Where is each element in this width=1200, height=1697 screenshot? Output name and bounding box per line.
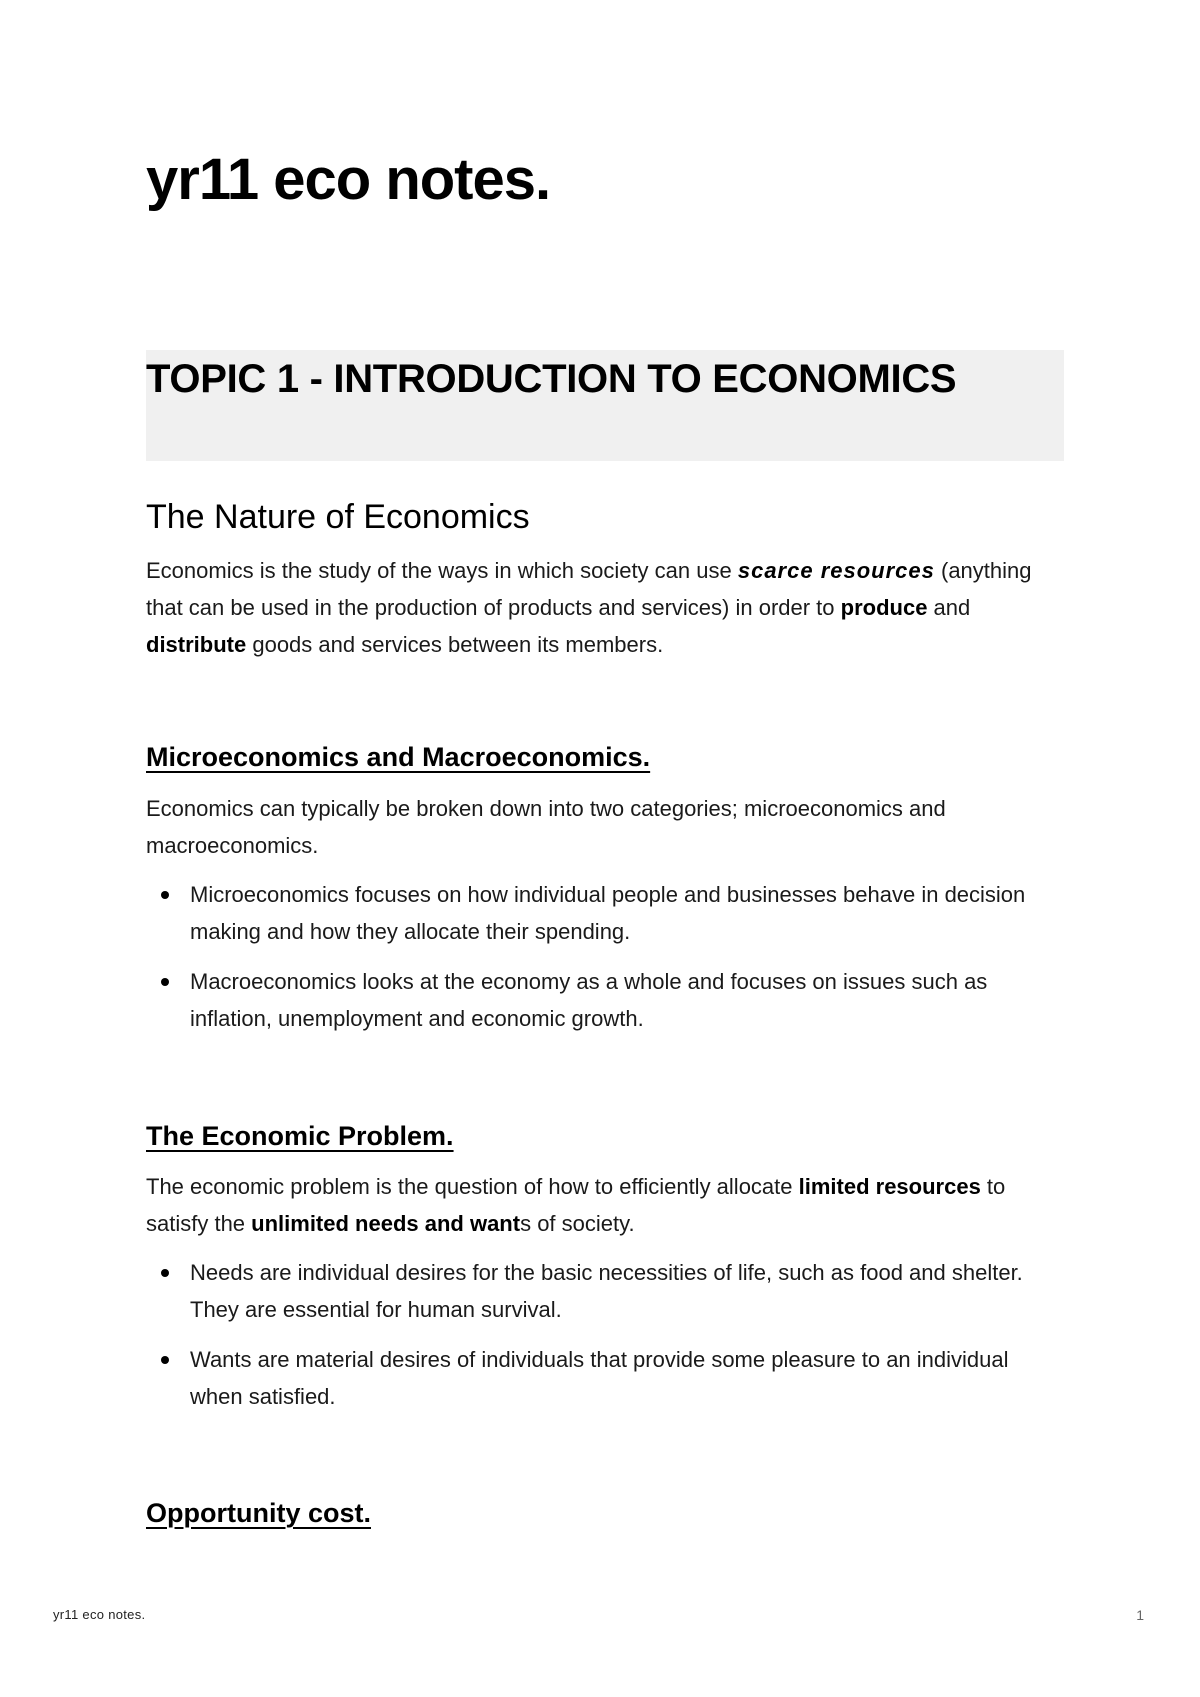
emphasis-produce: produce (840, 595, 928, 620)
document-title: yr11 eco notes. (146, 147, 551, 212)
text-run: to satisfy the (146, 1174, 1006, 1236)
list-item (146, 963, 1066, 1037)
bullet-icon (161, 1269, 169, 1277)
text-run: s of society. (520, 1211, 635, 1236)
micro-macro-intro: Economics can typically be broken down into two categories; microeconomics and macroeconomics. (146, 796, 946, 858)
text-run: goods and services between its members. (246, 632, 664, 657)
list-item (146, 1341, 1066, 1415)
emphasis-distribute: distribute (146, 632, 247, 657)
list-item-text: Needs are individual desires for the basic necessities of life, such as food and shelter. They are essential for human survival. (190, 1260, 1023, 1322)
section-heading-opportunity-cost: Opportunity cost. (146, 1498, 371, 1528)
list-item-text: Microeconomics focuses on how individual people and businesses behave in decision making and how they allocate their spending. (190, 882, 1026, 944)
section-heading-nature: The Nature of Economics (146, 498, 530, 536)
emphasis-unlimited-needs: unlimited needs and want (251, 1211, 521, 1236)
bullet-icon (161, 978, 169, 986)
text-run: and (927, 595, 971, 620)
bullet-icon (161, 1356, 169, 1364)
list-item (146, 1254, 1066, 1328)
list-item-text: Wants are material desires of individuals that provide some pleasure to an individual when satisfied. (190, 1347, 1009, 1409)
nature-paragraph (146, 552, 1046, 663)
text-run: The economic problem is the question of how to efficiently allocate (146, 1174, 799, 1199)
micro-macro-list (146, 876, 1066, 1050)
needs-wants-list (146, 1254, 1066, 1428)
economic-problem-paragraph (146, 1168, 1046, 1242)
emphasis-limited-resources: limited resources (798, 1174, 981, 1199)
footer-page-number: 1 (1136, 1607, 1144, 1623)
section-heading-economic-problem: The Economic Problem. (146, 1121, 454, 1151)
bullet-icon (161, 891, 169, 899)
topic-heading: TOPIC 1 - INTRODUCTION TO ECONOMICS (146, 357, 957, 401)
section-heading-micro-macro: Microeconomics and Macroeconomics. (146, 742, 651, 772)
footer-document-title: yr11 eco notes. (53, 1607, 146, 1622)
text-run: Economics is the study of the ways in which society can use (146, 558, 738, 583)
list-item-text: Macroeconomics looks at the economy as a whole and focuses on issues such as inflation, unemployment and economic growth. (190, 969, 988, 1031)
list-item (146, 876, 1066, 950)
text-run: (anything that can be used in the production of products and services) in order to (146, 558, 1032, 620)
emphasis-scarce-resources: scarce resources (737, 558, 935, 583)
